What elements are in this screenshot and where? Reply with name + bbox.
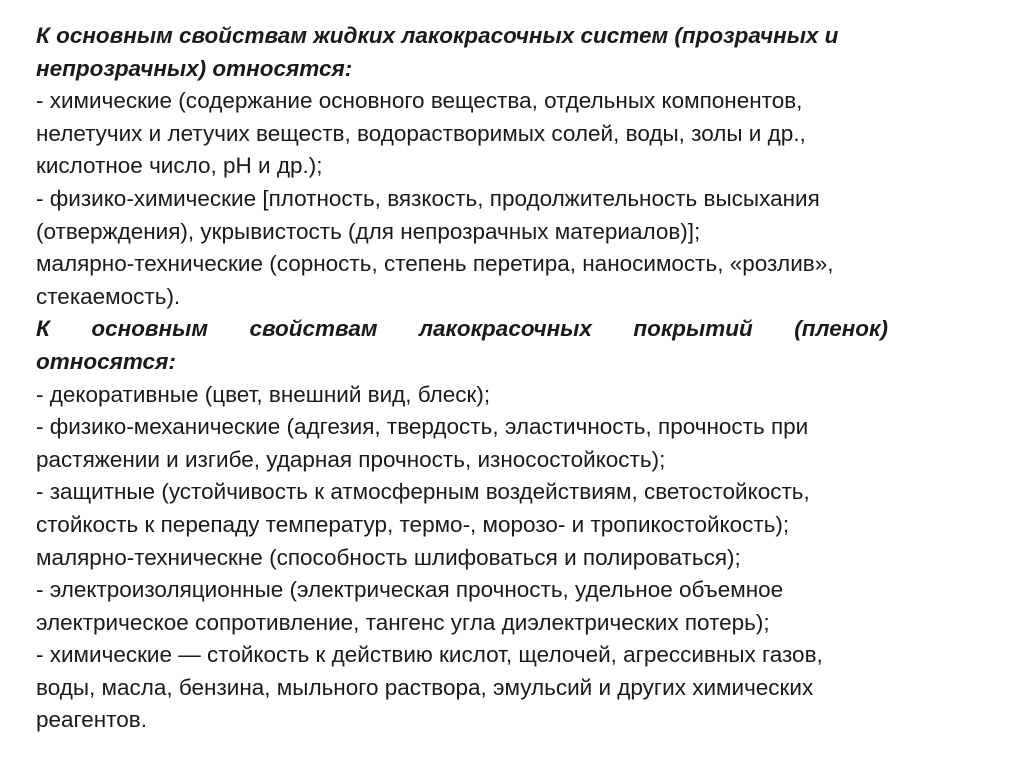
text-line: воды, масла, бензина, мыльного раствора, эмульсий и других химических <box>36 674 814 700</box>
text-line: малярно-техническне (способность шлифоваться и полироваться); <box>36 544 741 570</box>
section-liquid-systems <box>36 20 956 313</box>
heading-word: лакокрасочных <box>419 316 592 342</box>
text-line: - химические (содержание основного вещества, отдельных компонентов, <box>36 88 803 114</box>
text-line: реагентов. <box>36 707 147 733</box>
text-line: кислотное число, рН и др.); <box>36 153 323 179</box>
heading-word: основным <box>91 316 208 342</box>
section-coatings <box>36 313 956 737</box>
text-line: нелетучих и летучих веществ, водорастворимых солей, воды, золы и др., <box>36 120 806 146</box>
text-line: - физико-механические (адгезия, твердость, эластичность, прочность при <box>36 414 809 440</box>
heading-word: покрытий <box>633 316 753 342</box>
text-line: (отверждения), укрывистость (для непрозрачных материалов)]; <box>36 218 701 244</box>
text-line: - физико-химические [плотность, вязкость, продолжительность высыхания <box>36 185 820 211</box>
text-line: стойкость к перепаду температур, термо-, морозо- и тропикостойкость); <box>36 511 790 537</box>
text-line: стекаемость). <box>36 283 181 309</box>
section-heading-line <box>36 313 888 346</box>
text-line: - декоративные (цвет, внешний вид, блеск); <box>36 381 491 407</box>
heading-word: (пленок) <box>794 316 888 342</box>
section-heading-line: непрозрачных) относятся: <box>36 55 353 81</box>
text-line: электрическое сопротивление, тангенс угла диэлектрических потерь); <box>36 609 770 635</box>
text-line: - защитные (устойчивость к атмосферным воздействиям, светостойкость, <box>36 479 810 505</box>
text-line: - химические — стойкость к действию кислот, щелочей, агрессивных газов, <box>36 642 823 668</box>
section-heading-line: относятся: <box>36 348 176 374</box>
section-heading-line: К основным свойствам жидких лакокрасочных систем (прозрачных и <box>36 23 839 48</box>
slide-text <box>36 20 956 737</box>
heading-word: свойствам <box>249 316 378 342</box>
text-line: - электроизоляционные (электрическая прочность, удельное объемное <box>36 577 784 603</box>
heading-word: К <box>36 316 50 342</box>
text-line: растяжении и изгибе, ударная прочность, износостойкость); <box>36 446 666 472</box>
text-line: малярно-технические (сорность, степень перетира, наносимость, «розлив», <box>36 251 834 277</box>
